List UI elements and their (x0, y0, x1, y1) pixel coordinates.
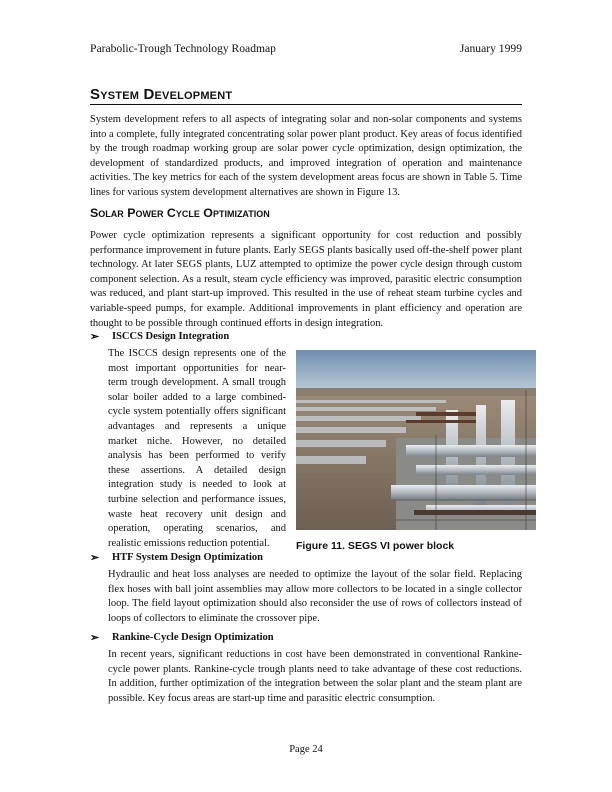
bullet-title: Rankine-Cycle Design Optimization (112, 632, 274, 643)
section-rule (90, 104, 522, 105)
bullet-title: ISCCS Design Integration (112, 331, 230, 342)
subsection-heading: Solar Power Cycle Optimization (90, 206, 270, 220)
bullet-heading-rankine (90, 631, 274, 644)
running-header-date: January 1999 (459, 42, 522, 55)
arrow-bullet-icon: ➢ (90, 331, 100, 343)
bullet-heading-isccs (90, 330, 229, 343)
section-intro-paragraph: System development refers to all aspects of integrating solar and non-solar components and systems into a complete, fully integrated concentrating solar power plant product. Key areas of focus identified by the trough roadmap working group are solar power cycle optimization, design optimization, the development of standardized products, and improved integration of operation and maintenance activities. The key metrics for each of the system development areas focus are shown in Table 5. Time lines for various system development alternatives are shown in Figure 13. (90, 114, 522, 198)
running-header-title: Parabolic-Trough Technology Roadmap (90, 42, 276, 55)
section-heading: System Development (90, 86, 233, 103)
page-number: Page 24 (289, 744, 323, 755)
bullet-heading-htf (90, 551, 263, 564)
bullet-body-rankine: In recent years, significant reductions in cost have been demonstrated in conventional Rankine-cycle power plants. Rankine-cycle trough plants need to take advantage of these cost reductions. In addition, further optimization of the integration between the solar plant and the steam plant are possible. Key focus areas are start-up time and parasitic electric consumption. (108, 649, 522, 704)
figure-caption: Figure 11. SEGS VI power block (296, 540, 455, 552)
bullet-title: HTF System Design Optimization (112, 552, 263, 563)
arrow-bullet-icon: ➢ (90, 552, 100, 564)
bullet-body-htf: Hydraulic and heat loss analyses are needed to optimize the layout of the solar field. Replacing flex hoses with ball joint assemblies may allow more collectors to be located in a single collector loop. The field layout optimization should also reconsider the use of rows of collectors instead of loops of collectors to eliminate the crossover pipe. (108, 569, 522, 624)
arrow-bullet-icon: ➢ (90, 632, 100, 644)
segs-power-block-photo (296, 350, 536, 530)
subsection-body-paragraph: Power cycle optimization represents a significant opportunity for cost reduction and possibly performance improvement in future plants. Early SEGS plants basically used off-the-shelf power plant technology. At later SEGS plants, LUZ attempted to optimize the power cycle design through custom component selection. As a result, steam cycle efficiency was improved, parasitic electric consumption was reduced, and plant start-up improved. This resulted in the use of reheat steam turbine cycles and variable-speed pumps, for example. Additional improvements in plant efficiency and operation are thought to be possible through continued efforts in design integration. (90, 230, 522, 329)
bullet-body-isccs: The ISCCS design represents one of the most important opportunities for near-term trough development. A small trough solar boiler added to a large combined-cycle system potentially offers significant advantages and represents a unique market niche. However, no detailed analysis has been performed to verify these assertions. A detailed design integration study is needed to look at turbine selection and performance issues, waste heat recovery unit design and operation, operating scenarios, and realistic emissions reduction potential. (108, 348, 286, 549)
